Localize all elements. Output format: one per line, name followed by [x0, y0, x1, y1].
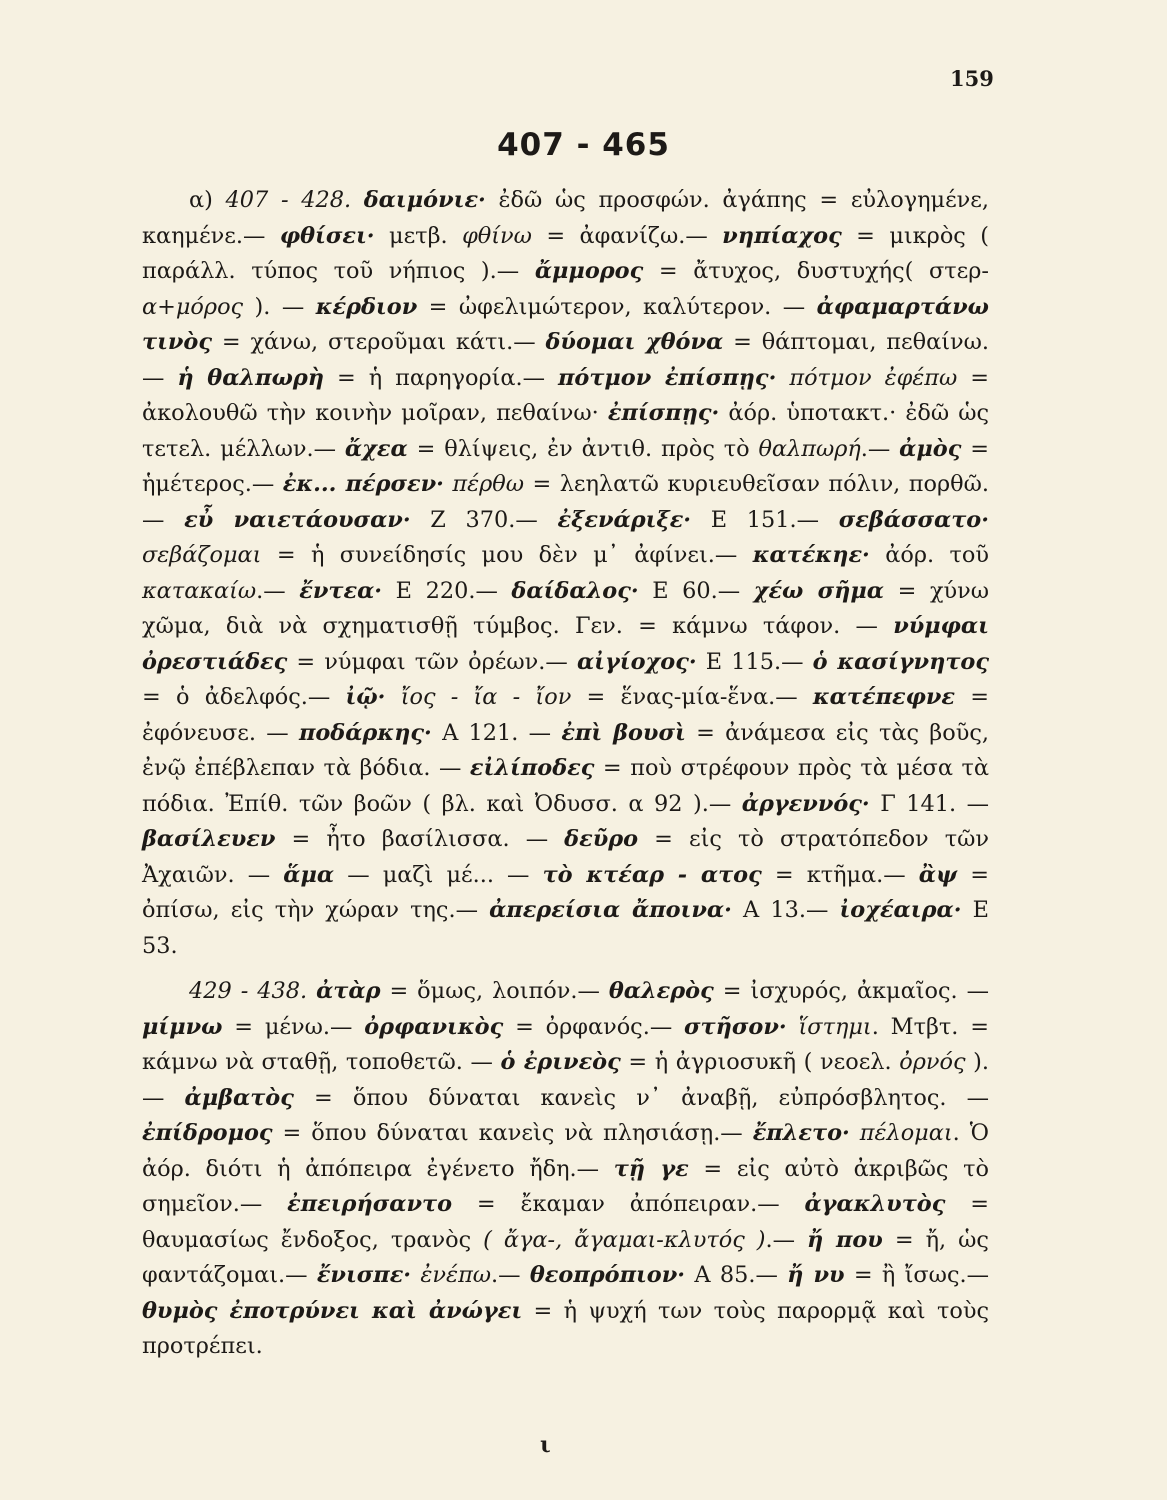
lemma: ἀπερείσια ἄποινα·	[489, 897, 732, 923]
lemma: ἀμβατὸς	[184, 1084, 294, 1111]
lemma: χέω σῆμα	[753, 577, 885, 604]
gloss-text: .—	[765, 1226, 808, 1253]
gloss-text: = ἕνας-μία-ἕνα.—	[571, 684, 813, 710]
gloss-text: = ἤ, ὡς φαντάζομαι.—	[142, 1226, 989, 1288]
lemma: ἐπὶ βουσὶ	[561, 719, 686, 746]
lemma: ἀμὸς	[899, 435, 962, 462]
gloss-text: Ε 53.	[142, 897, 989, 959]
italic-ref: πέλομαι	[859, 1120, 953, 1146]
gloss-text: = ἀφανίζω.—	[531, 222, 723, 249]
gloss-text: = ἀνάμεσα εἰς τὰς βοῦς, ἐνῷ ἐπέβλεπαν τὰ βόδια. —	[142, 719, 989, 781]
gloss-text: = ἡ παρηγορία.—	[324, 364, 559, 391]
lemma: μίμνω	[142, 1013, 223, 1040]
italic-ref: κατακαίω	[142, 577, 257, 604]
lemma: ἄμμορος	[534, 258, 644, 284]
gloss-text: = θλίψεις, ἐν ἀντιθ. πρὸς τὸ	[407, 435, 759, 462]
lemma: κατέκηε·	[752, 542, 870, 568]
gloss-text: Α 85.—	[685, 1262, 788, 1288]
gloss-text: Ε 115.—	[696, 648, 813, 675]
lemma: δαίδαλος·	[511, 577, 639, 604]
gloss-text: μετβ.	[374, 222, 463, 249]
lemma: θεοπρόπιον·	[529, 1262, 686, 1288]
gloss-text: = ἡ ἀγριοσυκῆ ( νεοελ.	[620, 1049, 900, 1075]
lemma: εἰλίποδες	[469, 755, 595, 781]
gloss-text: = ὅμως, λοιπόν.—	[380, 978, 609, 1004]
gloss-text: = μικρὸς ( παράλλ. τύπος τοῦ νήπιος ).—	[142, 222, 990, 284]
gloss-text: Ε 151.—	[691, 506, 839, 533]
lemma: ἔπλετο·	[752, 1120, 850, 1146]
gloss-text: . Ὁ ἀόρ. διότι ἡ ἀπόπειρα ἐγένετο ἤδη.—	[142, 1120, 989, 1182]
gloss-text	[307, 978, 316, 1004]
gloss-text: = ἰσχυρός, ἀκμαῖος. —	[713, 978, 989, 1004]
gloss-text: ). —	[243, 293, 316, 320]
gloss-text: . Μτβτ. = κάμνω νὰ σταθῇ, τοποθετῶ. —	[142, 1013, 989, 1075]
gloss-text: = εἰς τὸ στρατόπεδον τῶν Ἀχαιῶν. —	[142, 826, 989, 888]
commentary-paragraph-429-438	[142, 974, 989, 1365]
gloss-text: ).—	[142, 1049, 989, 1111]
gloss-text: = ὀπίσω, εἰς τὴν χώραν της.—	[142, 861, 989, 923]
stray-print-mark: ι	[540, 1432, 551, 1458]
lemma: νηπίαχος	[722, 222, 842, 249]
gloss-text: .—	[860, 435, 900, 462]
lemma: κατέπεφνε	[812, 684, 955, 710]
lemma: ἤ νυ	[787, 1262, 845, 1288]
gloss-text: ἀόρ. ὑποτακτ.· ἐδῶ ὡς τετελ. μέλλων.—	[142, 400, 989, 462]
gloss-text: = ὅπου δύναται κανεὶς ν᾽ ἀναβῇ, εὐπρόσβλητος. —	[293, 1084, 989, 1111]
lemma: αἰγίοχος·	[576, 648, 697, 675]
italic-ref: ἴος - ἴα - ἴον	[400, 684, 572, 710]
lemma: νύμφαι ὀρεστιάδες	[142, 613, 989, 675]
lemma: ἰῷ·	[345, 684, 386, 710]
gloss-text: ἐδῶ ὡς προσφών. ἀγάπης = εὐλογημένε, καημένε.—	[142, 187, 989, 249]
paragraph-text	[142, 183, 989, 964]
gloss-text: ἀόρ. τοῦ	[869, 542, 989, 568]
italic-ref: ἐνέπω	[420, 1262, 492, 1288]
lemma: θυμὸς ἐποτρύνει καὶ ἀνώγει	[142, 1297, 523, 1324]
gloss-text	[351, 187, 364, 213]
gloss-text: = ὠφελιμώτερον, καλύτερον. —	[417, 293, 817, 320]
gloss-text: Α 13.—	[731, 897, 840, 923]
italic-ref: α+μόρος	[142, 293, 244, 320]
lemma: ἐπειρήσαντο	[287, 1191, 452, 1217]
gloss-text	[385, 684, 400, 710]
lemma: στῆσον·	[684, 1013, 787, 1040]
gloss-text: = χάνω, στεροῦμαι κάτι.—	[212, 329, 546, 355]
lemma: δύομαι χθόνα	[545, 329, 724, 355]
lemma: πότμον ἐπίσπῃς·	[558, 364, 777, 391]
italic-ref: ( ἄγα-, ἄγαμαι-κλυτός )	[483, 1226, 766, 1253]
lemma: κέρδιον	[315, 293, 418, 320]
italic-ref: ἵστημι	[798, 1013, 872, 1040]
commentary-paragraph-407-428	[142, 183, 989, 964]
lemma: ἂψ	[918, 861, 958, 888]
gloss-text: = ἡ ψυχή των τοὺς παρορμᾷ καὶ τοὺς προτρέπει.	[142, 1297, 989, 1359]
gloss-text: .—	[256, 577, 300, 604]
gloss-text: = ἡμέτερος.—	[142, 435, 989, 497]
lemma: ἐπίδρομος	[142, 1120, 273, 1146]
lemma: τὸ κτέαρ - ατος	[542, 861, 762, 888]
gloss-text: = ἐφόνευσε. —	[142, 684, 989, 746]
gloss-text: = κτῆμα.—	[761, 861, 919, 888]
gloss-text: = θάπτομαι, πεθαίνω. —	[142, 329, 989, 391]
italic-ref: 407 - 428.	[225, 187, 352, 213]
lemma: ἤ που	[807, 1226, 883, 1253]
italic-ref: 429 - 438.	[189, 978, 308, 1004]
lemma: ὁ ἐρινεὸς	[500, 1049, 621, 1075]
gloss-text: = ἢ ἴσως.—	[844, 1262, 989, 1288]
lemma: ὀρφανικὸς	[364, 1013, 504, 1040]
lemma: βασίλευεν	[142, 826, 276, 852]
lemma: ποδάρκης·	[298, 719, 432, 746]
gloss-text: = νύμφαι τῶν ὀρέων.—	[287, 648, 577, 675]
italic-ref: σεβάζομαι	[142, 542, 262, 568]
gloss-text: = ὅπου δύναται κανεὶς νὰ πλησιάσῃ.—	[272, 1120, 753, 1146]
gloss-text: = χύνω χῶμα, διὰ νὰ σχηματισθῇ τύμβος. Γεν. = κάμνω τάφον. —	[142, 577, 990, 639]
lemma: φθίσει·	[279, 222, 375, 249]
italic-ref: ὀρνός	[899, 1049, 966, 1075]
section-heading: 407 - 465	[497, 127, 670, 163]
lemma: ἔντεα·	[299, 577, 383, 604]
italic-ref: φθίνω	[462, 222, 532, 249]
gloss-text: = θαυμασίως ἔνδοξος, τρανὸς	[142, 1191, 989, 1253]
lemma: ἅμα	[283, 861, 335, 888]
italic-ref: πέρθω	[452, 471, 525, 497]
gloss-text	[850, 1120, 860, 1146]
italic-ref: πότμον ἐφέπω	[789, 364, 958, 391]
gloss-text: Α 121. —	[431, 719, 562, 746]
lemma: ἄχεα	[344, 435, 408, 462]
lemma: ἀφαμαρτάνω τινὸς	[142, 293, 989, 355]
lemma: ἰοχέαιρα·	[839, 897, 962, 923]
gloss-text: = ἄτυχος, δυστυχής( στερ-	[643, 258, 989, 284]
lemma: ἐπίσπῃς·	[607, 400, 720, 426]
lemma: θαλερὸς	[608, 978, 714, 1004]
gloss-text: = λεηλατῶ κυριευθεῖσαν πόλιν, πορθῶ.—	[142, 471, 989, 533]
lemma: σεβάσσατο·	[838, 506, 989, 533]
gloss-text: Γ 141. —	[869, 790, 989, 817]
gloss-text: = ποὺ στρέφουν πρὸς τὰ μέσα τὰ πόδια. Ἐπίθ. τῶν βοῶν ( βλ. καὶ Ὀδυσσ. α 92 ).—	[142, 755, 989, 817]
gloss-text: = εἰς αὐτὸ ἀκριβῶς τὸ σημεῖον.—	[142, 1155, 989, 1217]
lemma: ὁ κασίγνητος	[812, 648, 989, 675]
lemma: δαιμόνιε·	[363, 187, 486, 213]
gloss-text: .—	[491, 1262, 530, 1288]
gloss-text: = ἡ συνείδησίς μου δὲν μ᾽ ἀφίνει.—	[261, 542, 753, 568]
lemma: ἀτὰρ	[316, 978, 381, 1004]
gloss-text: Ε 60.—	[638, 577, 754, 604]
gloss-text: — μαζὶ μέ... —	[334, 861, 543, 888]
lemma: ἀγακλυτὸς	[804, 1191, 946, 1217]
lemma: τῇ γε	[613, 1155, 689, 1182]
gloss-text: = ὁ ἀδελφός.—	[142, 684, 346, 710]
lemma: ἐξενάριξε·	[557, 506, 692, 533]
italic-ref: θαλπωρή	[758, 435, 861, 462]
gloss-text: Ζ 370.—	[410, 506, 558, 533]
gloss-text	[787, 1014, 799, 1040]
gloss-text: = ἔκαμαν ἀπόπειραν.—	[452, 1191, 805, 1217]
gloss-text	[776, 365, 789, 391]
lemma: ἔνισπε·	[316, 1262, 412, 1288]
gloss-text: α)	[189, 187, 226, 213]
lemma: δεῦρο	[564, 826, 639, 852]
lemma: ἡ θαλπωρὴ	[177, 364, 325, 391]
gloss-text: = ὀρφανός.—	[503, 1013, 685, 1040]
lemma: ἐκ... πέρσεν·	[282, 471, 444, 497]
lemma: ἀργεννός·	[741, 790, 870, 817]
paragraph-text	[142, 974, 989, 1365]
gloss-text: = ἦτο βασίλισσα. —	[275, 826, 565, 852]
gloss-text: = μένω.—	[222, 1013, 365, 1040]
gloss-text: = ἀκολουθῶ τὴν κοινὴν μοῖραν, πεθαίνω·	[142, 364, 989, 426]
page-number: 159	[950, 66, 994, 91]
gloss-text: Ε 220.—	[382, 577, 512, 604]
lemma: εὖ ναιετάουσαν·	[184, 506, 411, 533]
